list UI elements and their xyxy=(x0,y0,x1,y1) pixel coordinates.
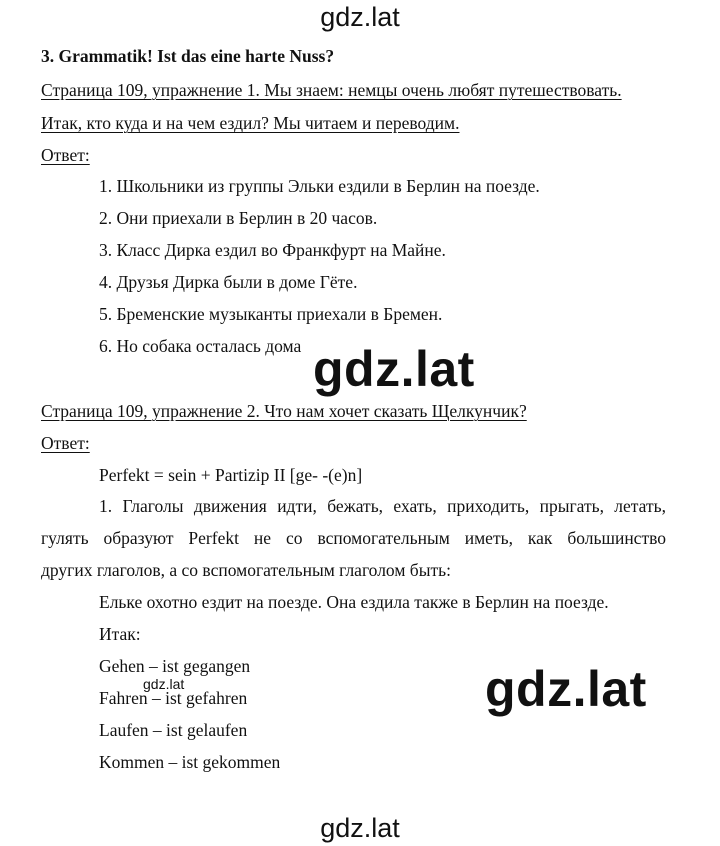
exercise1-item: 3. Класс Дирка ездил во Франкфурт на Майне. xyxy=(99,240,446,260)
verb-form: Laufen – ist gelaufen xyxy=(99,720,248,740)
watermark-big-middle: gdz.lat xyxy=(313,341,475,397)
watermark-top: gdz.lat xyxy=(320,2,400,32)
watermark-bottom: gdz.lat xyxy=(320,813,400,843)
verb-form: Kommen – ist gekommen xyxy=(99,752,281,772)
paragraph-line: других глаголов, а со вспомогательным глаголом быть: xyxy=(41,560,451,580)
exercise1-answer-label: Ответ: xyxy=(41,145,90,165)
exercise1-item: 4. Друзья Дирка были в доме Гёте. xyxy=(99,272,358,292)
exercise2-title: Страница 109, упражнение 2. Что нам хочет сказать Щелкунчик? xyxy=(41,401,527,421)
example-sentence: Ельке охотно ездит на поезде. Она ездила также в Берлин на поезде. xyxy=(99,592,609,612)
exercise1-title-line2: Итак, кто куда и на чем ездил? Мы читаем и переводим. xyxy=(41,113,460,133)
exercise1-title-line1: Страница 109, упражнение 1. Мы знаем: немцы очень любят путешествовать. xyxy=(41,80,622,100)
verb-form: Gehen – ist gegangen xyxy=(99,656,251,676)
exercise1-item: 1. Школьники из группы Эльки ездили в Берлин на поезде. xyxy=(99,176,540,196)
perfekt-formula: Perfekt = sein + Partizip II [ge- -(e)n] xyxy=(99,465,363,485)
watermark-small: gdz.lat xyxy=(143,676,185,692)
section-heading: 3. Grammatik! Ist das eine harte Nuss? xyxy=(41,46,335,66)
exercise2-answer-label: Ответ: xyxy=(41,433,90,453)
paragraph-line: гулять образуют Perfekt не со вспомогательным иметь, как большинство xyxy=(41,528,666,548)
exercise1-item: 5. Бременские музыканты приехали в Бремен. xyxy=(99,304,443,324)
paragraph-line: 1. Глаголы движения идти, бежать, ехать, приходить, прыгать, летать, xyxy=(99,496,666,516)
watermark-big-right: gdz.lat xyxy=(485,661,647,717)
verb-form: Fahren – ist gefahren xyxy=(99,688,248,708)
itak-label: Итак: xyxy=(99,624,141,644)
exercise1-item: 2. Они приехали в Берлин в 20 часов. xyxy=(99,208,378,228)
exercise1-item: 6. Но собака осталась дома xyxy=(99,336,302,356)
